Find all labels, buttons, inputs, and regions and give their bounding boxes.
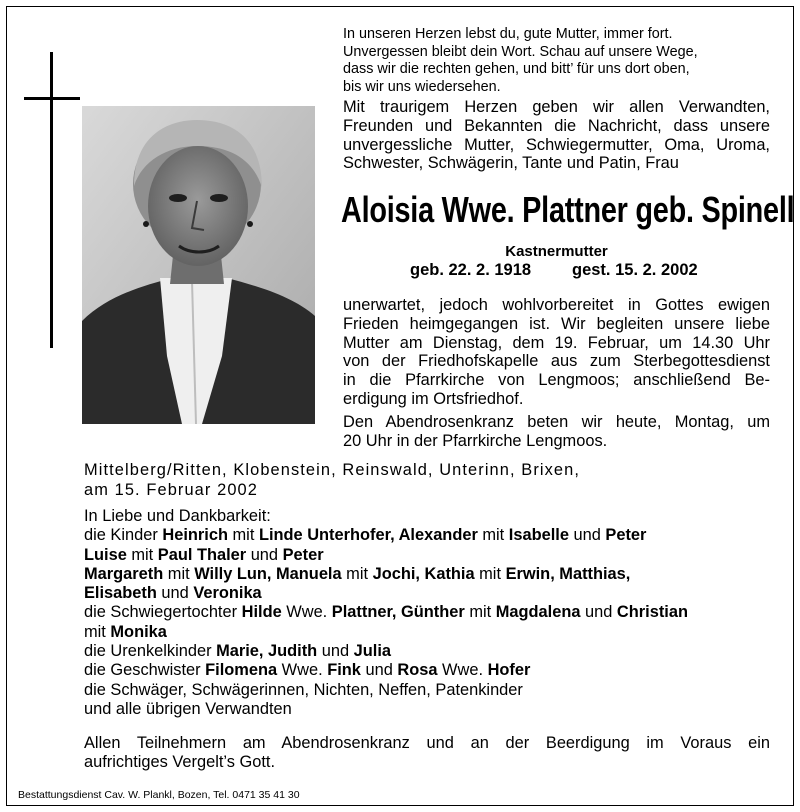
rosary-line: 20 Uhr in der Pfarrkirche Lengmoos. bbox=[343, 431, 608, 450]
birth-date: geb. 22. 2. 1918 bbox=[410, 261, 532, 279]
rosary-line: Den Abendrosenkranz beten wir heute, Montag, um bbox=[343, 413, 770, 431]
poem-line: dass wir die rechten gehen, und bitt’ für uns dort oben, bbox=[343, 61, 690, 78]
details-line: in die Pfarrkirche von Lengmoos; anschließend Be- bbox=[343, 371, 770, 390]
thanks-line: Allen Teilnehmern am Abendrosenkranz und an der Beerdigung im Voraus ein bbox=[84, 734, 770, 752]
details-line: Mutter am Dienstag, dem 19. Februar, um 14.30 Uhr bbox=[343, 333, 770, 352]
poem-line: bis wir uns wiedersehen. bbox=[343, 78, 501, 95]
intro-paragraph: Mit traurigem Herzen geben wir allen Verwandten, Freunden und Bekannten die Nachricht, dass unsere unvergessliche Mutter, Schwiegermutter, Oma, Uroma, Schwester, Schwägerin, Tante und Patin, Frau bbox=[343, 98, 770, 173]
places-line: Mittelberg/Ritten, Klobenstein, Reinswald, Unterinn, Brixen, bbox=[84, 461, 581, 479]
rosary-notice bbox=[343, 413, 770, 451]
mourners-line: Luise mit Paul Thaler und Peter bbox=[84, 545, 324, 564]
mourners-line: die Schwäger, Schwägerinnen, Nichten, Neffen, Patenkinder bbox=[84, 680, 523, 699]
portrait-photo bbox=[82, 106, 315, 424]
mourners-list bbox=[84, 507, 688, 719]
mourners-line-siblings: die Geschwister Filomena Wwe. Fink und Rosa Wwe. Hofer bbox=[84, 661, 531, 680]
portrait-illustration bbox=[82, 106, 315, 424]
poem-line: Unvergessen bleibt dein Wort. Schau auf unsere Wege, bbox=[343, 43, 698, 60]
places-and-date bbox=[84, 461, 770, 500]
thanks-paragraph bbox=[84, 734, 770, 773]
poem bbox=[343, 26, 698, 96]
mourners-line-daughter-in-law: die Schwiegertochter Hilde Wwe. Plattner, Günther mit Magdalena und Christian bbox=[84, 603, 688, 622]
mourners-line-great-grandchildren: die Urenkelkinder Marie, Judith und Julia bbox=[84, 642, 392, 661]
date-line: am 15. Februar 2002 bbox=[84, 480, 258, 499]
house-name: Kastnermutter bbox=[505, 243, 608, 260]
mourners-line: mit Monika bbox=[84, 622, 167, 641]
details-line: erdigung im Ortsfriedhof. bbox=[343, 389, 524, 408]
details-line: unerwartet, jedoch wohlvorbereitet in Gottes ewigen bbox=[343, 296, 770, 314]
death-date: gest. 15. 2. 2002 bbox=[572, 261, 698, 279]
mourners-line-children: die Kinder Heinrich mit Linde Unterhofer, Alexander mit Isabelle und Peter bbox=[84, 526, 647, 545]
funeral-details bbox=[343, 296, 770, 409]
details-line: Frieden heimgegangen ist. Wir begleiten unsere liebe bbox=[343, 314, 770, 333]
poem-line: In unseren Herzen lebst du, gute Mutter, immer fort. bbox=[343, 26, 673, 42]
cross-horizontal-bar bbox=[24, 97, 80, 100]
mourners-line: Margareth mit Willy Lun, Manuela mit Jochi, Kathia mit Erwin, Matthias, bbox=[84, 564, 631, 583]
funeral-service-credit: Bestattungsdienst Cav. W. Plankl, Bozen, Tel. 0471 35 41 30 bbox=[18, 789, 300, 801]
deceased-name: Aloisia Wwe. Plattner geb. Spinell bbox=[341, 189, 795, 230]
mourners-line: und alle übrigen Verwandten bbox=[84, 699, 292, 718]
mourners-line: Elisabeth und Veronika bbox=[84, 584, 262, 603]
details-line: von der Friedhofskapelle aus zum Sterbegottesdienst bbox=[343, 352, 770, 371]
thanks-line: aufrichtiges Vergelt’s Gott. bbox=[84, 753, 276, 772]
mourners-heading: In Liebe und Dankbarkeit: bbox=[84, 507, 271, 525]
